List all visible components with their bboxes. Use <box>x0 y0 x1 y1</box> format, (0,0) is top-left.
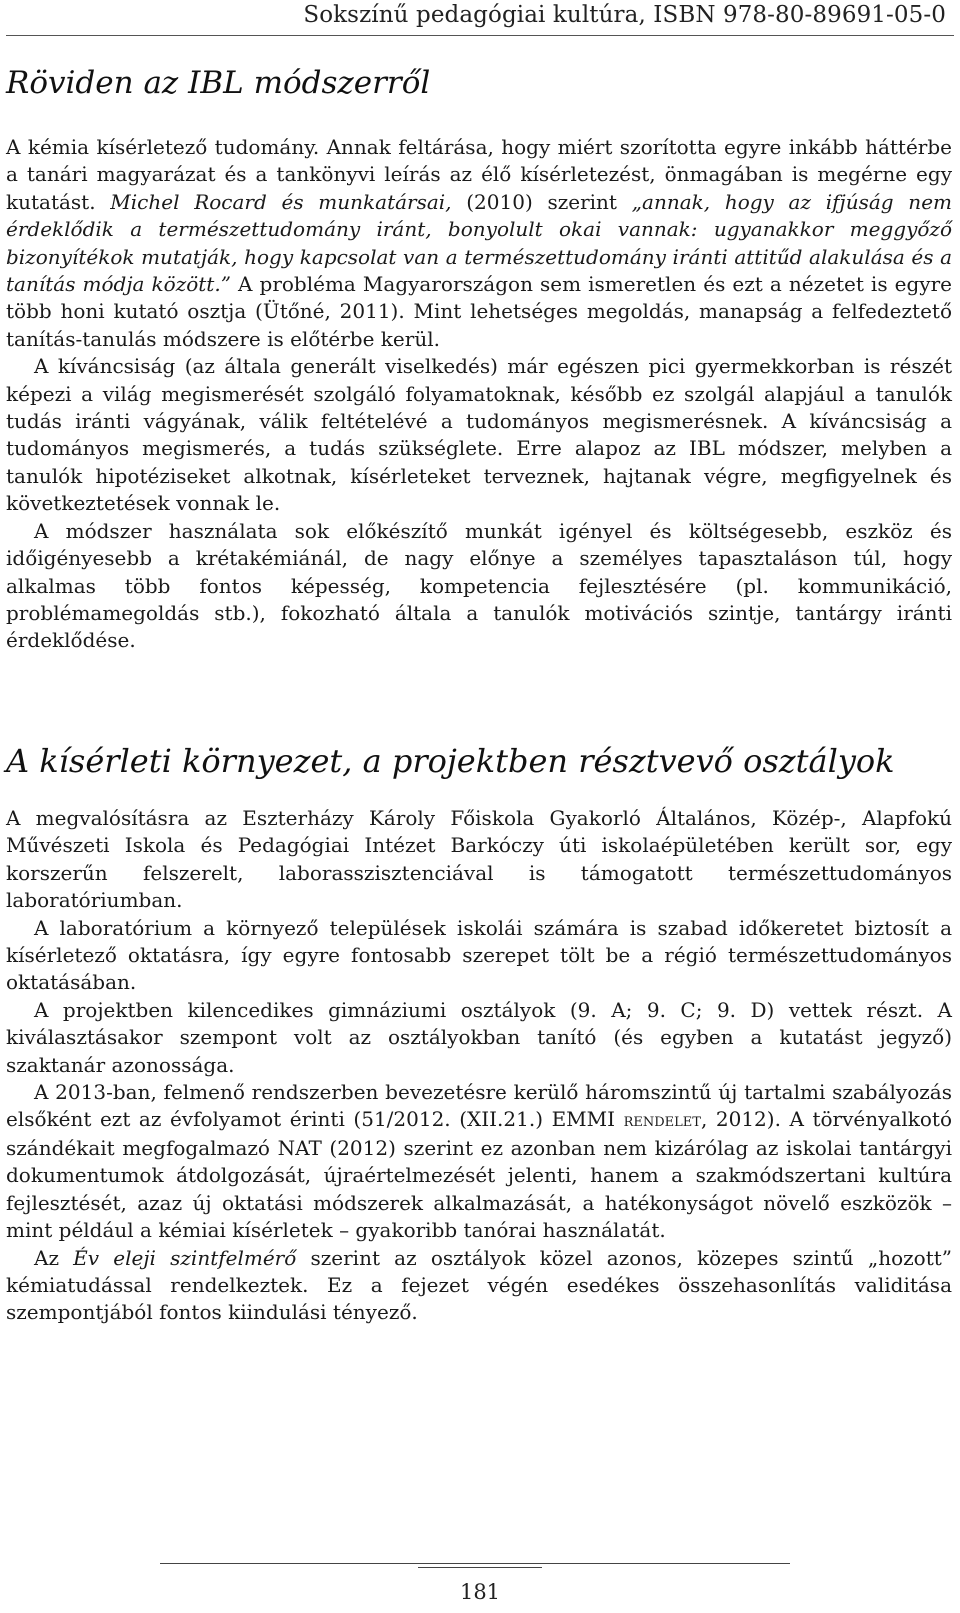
section-body-ibl <box>6 134 952 655</box>
section-body-environment <box>6 805 952 1327</box>
running-header: Sokszínű pedagógiai kultúra, ISBN 978-80-89691-05-0 <box>303 2 946 28</box>
paragraph-text: szerint az osztályok közel azonos, közepes szintű „hozott” kémiatudással rendelkeztek. Ez a fejezet végén esedékes összehasonlítás validitása szempontjából fontos kiindulási tényező. <box>6 1245 952 1325</box>
author-citation: Michel Rocard és munkatársai, <box>110 189 452 214</box>
citation-year: (2010) szerint <box>451 189 632 214</box>
section-heading-ibl: Röviden az IBL módszerről <box>6 65 431 101</box>
paragraph-text: A probléma Magyarországon sem ismeretlen és ezt a nézetet is egyre több honi kutató osztja (Ütőné, 2011). Mint lehetséges megoldás, manapság a felfedeztető tanítás-tanulás módszere is előtérbe kerül. <box>6 272 952 351</box>
paragraph <box>6 1079 952 1244</box>
paragraph <box>6 1245 952 1327</box>
paragraph <box>6 134 952 353</box>
paragraph-text: A 2013-ban, felmenő rendszerben bevezetésre kerülő háromszintű új tartalmi szabályozás elsőként ezt az évfolyamot érinti (51/2012. (XII.21.) EMMI <box>6 1080 952 1132</box>
paragraph-text: Az <box>34 1245 74 1270</box>
page-number: 181 <box>459 1580 501 1604</box>
paragraph: A laboratórium a környező települések iskolái számára is szabad időkeretet biztosít a kísérletező oktatásra, így egyre fontosabb szerepet tölt be a régió természettudományos oktatásában. <box>6 915 952 995</box>
quotation: „annak, hogy az ifjúság nem érdeklődik a természettudomány iránt, bonyolult okai vannak: ugyanakkor meggyőző bizonyítékok mutatják, hogy kapcsolat van a természettudomány iránti attitűd alakulása és a tanítás módja között.” <box>6 189 952 297</box>
paragraph-text: , 2012). A törvényalkotó szándékait megfogalmazó NAT (2012) szerint ez azonban nem kizárólag az iskolai tantárgyi dokumentumok átdolgozását, újraértelmezését jelenti, hanem a szakmódszertani kultúra fejlesztését, azaz új oktatási módszerek alkalmazását, a hatékonyságot növelő eszközök – mint például a kémiai kísérletek – gyakoribb tanórai használatát. <box>6 1107 952 1243</box>
document-page <box>6 0 954 1613</box>
section-heading-environment: A kísérleti környezet, a projektben résztvevő osztályok <box>6 742 895 780</box>
paragraph: A projektben kilencedikes gimnáziumi osztályok (9. A; 9. C; 9. D) vettek részt. A kiválasztásakor szempont volt az osztályokban tanító (és egyben a kutatást jegyző) szaktanár azonossága. <box>6 997 952 1077</box>
footer-divider-short <box>418 1567 542 1568</box>
italic-title: Év eleji szintfelmérő <box>73 1245 297 1270</box>
paragraph: A megvalósításra az Eszterházy Károly Főiskola Gyakorló Általános, Közép-, Alapfokú Művészeti Iskola és Pedagógiai Intézet Barkóczy úti iskolaépületében került sor, egy korszerűn felszerelt, laborasszisztenciával is támogatott természettudományos laboratóriumban. <box>6 806 952 913</box>
smallcaps-citation: rendelet <box>623 1109 701 1132</box>
paragraph: A kíváncsiság (az általa generált viselkedés) már egészen pici gyermekkorban is részét képezi a világ megismerését szolgáló folyamatoknak, később ez szolgál alapjául a tanulók tudás iránti vágyának, válik feltételévé a tudományos megismerésnek. A kíváncsiság a tudományos megismerés, a tudás szükséglete. Erre alapoz az IBL módszer, melyben a tanulók hipotéziseket alkotnak, kísérleteket terveznek, hajtanak végre, megfigyelnek és következtetések vonnak le. <box>6 354 952 516</box>
header-divider <box>6 35 954 36</box>
footer-divider <box>160 1563 790 1564</box>
paragraph: A módszer használata sok előkészítő munkát igényel és költségesebb, eszköz és időigényesebb a krétakémiánál, de nagy előnye a személyes tapasztaláson túl, hogy alkalmas több fontos képesség, kompetencia fejlesztésére (pl. kommunikáció, problémamegoldás stb.), fokozható általa a tanulók motivációs szintje, tantárgy iránti érdeklődése. <box>6 518 952 653</box>
paragraph-text: A kémia kísérletező tudomány. Annak feltárása, hogy miért szorította egyre inkább háttérbe a tanári magyarázat és a tankönyvi leírás az élő kísérletezést, önmagában is megérne egy kutatást. <box>6 135 952 214</box>
